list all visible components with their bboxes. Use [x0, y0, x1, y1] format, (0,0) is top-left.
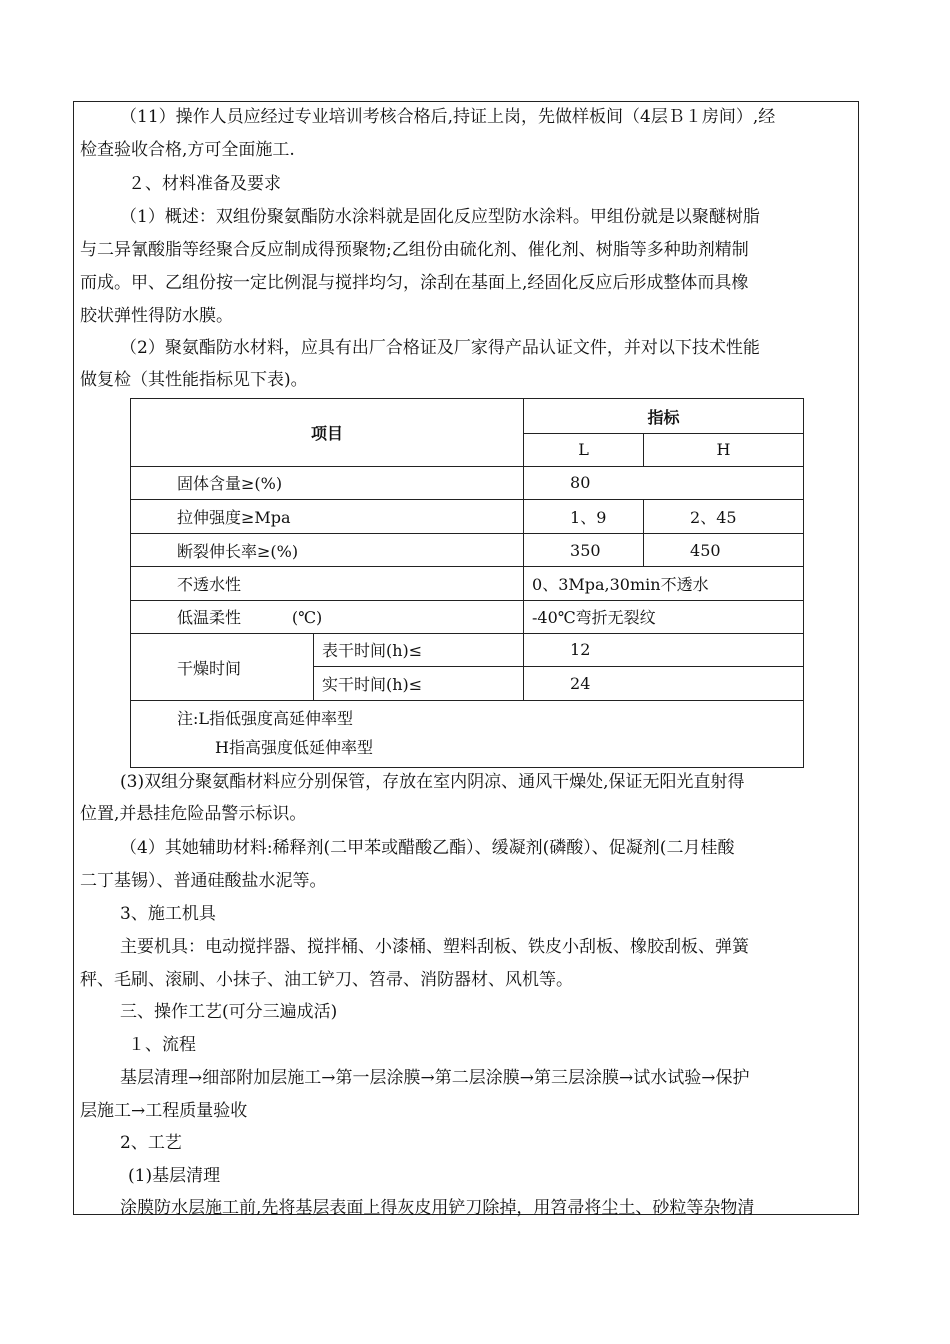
paragraph-2-line-1: （2）聚氨酯防水材料，应具有出厂合格证及厂家得产品认证文件，并对以下技术性能: [120, 338, 760, 358]
row-label: 低温柔性 (℃): [131, 600, 524, 633]
header-H: H: [644, 434, 804, 466]
paragraph-4-line-2: 二丁基锡）、普通硅酸盐水泥等。: [80, 871, 327, 891]
table-row: [131, 567, 804, 600]
note-line-2: H指高强度低延伸率型: [215, 738, 373, 758]
row-label: 断裂伸长率≥(%): [131, 534, 524, 567]
paragraph-1-line-4: 胶状弹性得防水膜。: [80, 306, 233, 326]
flow-title: １、流程: [128, 1035, 196, 1055]
row-sublabel: 表干时间(h)≤: [314, 633, 524, 666]
row-value-H: 2、45: [644, 499, 804, 533]
craft-title: 2、工艺: [120, 1133, 182, 1153]
paragraph-3-line-1: (3)双组分聚氨酯材料应分别保管，存放在室内阴凉、通风干燥处,保证无阳光直射得: [120, 772, 745, 792]
base-cleanup-line-1: 涂膜防水层施工前,先将基层表面上得灰皮用铲刀除掉，用笤帚将尘土、砂粒等杂物清: [120, 1198, 755, 1218]
paragraph-1-line-1: （1）概述：双组份聚氨酯防水涂料就是固化反应型防水涂料。甲组份就是以聚醚树脂: [120, 207, 760, 227]
paragraph-11-line-1: （11）操作人员应经过专业培训考核合格后,持证上岗，先做样板间（4层Ｂ１房间）,经: [120, 107, 776, 127]
header-index: 指标: [524, 399, 804, 434]
row-value-L: 80: [524, 466, 804, 499]
table-row: [131, 534, 804, 567]
base-cleanup-title: (1)基层清理: [128, 1166, 221, 1186]
dry-time-label: 干燥时间: [131, 633, 314, 701]
row-value: 24: [524, 667, 804, 701]
row-label: 不透水性: [131, 567, 524, 600]
row-value: 12: [524, 633, 804, 666]
table-note: [131, 701, 804, 768]
flow-line-1: 基层清理→细部附加层施工→第一层涂膜→第二层涂膜→第三层涂膜→试水试验→保护: [120, 1068, 750, 1088]
section-2-title: ２、材料准备及要求: [128, 174, 281, 194]
header-L: L: [524, 434, 644, 466]
row-label: 拉伸强度≥Mpa: [131, 499, 524, 533]
row-value-L: 350: [524, 534, 644, 567]
paragraph-3-line-2: 位置,并悬挂危险品警示标识。: [80, 804, 307, 824]
paragraph-4-line-1: （4）其她辅助材料:稀释剂(二甲苯或醋酸乙酯）、缓凝剂(磷酸）、促凝剂(二月桂酸: [120, 838, 735, 858]
tools-line-1: 主要机具：电动搅拌器、搅拌桶、小漆桶、塑料刮板、铁皮小刮板、橡胶刮板、弹簧: [120, 937, 749, 957]
table-row: [131, 499, 804, 533]
table-row: [131, 600, 804, 633]
table-row: [131, 633, 804, 666]
header-item: 项目: [131, 399, 524, 467]
performance-spec-table: [130, 398, 804, 768]
tools-line-2: 秤、毛刷、滚刷、小抹子、油工铲刀、笤帚、消防器材、风机等。: [80, 970, 573, 990]
row-value-merged: -40℃弯折无裂纹: [524, 600, 804, 633]
row-value-L: 1、9: [524, 499, 644, 533]
paragraph-2-line-2: 做复检（其性能指标见下表)。: [80, 370, 308, 390]
flow-line-2: 层施工→工程质量验收: [80, 1101, 248, 1121]
row-value-merged: 0、3Mpa,30min不透水: [524, 567, 804, 600]
table-row: [131, 466, 804, 499]
row-value-H: 450: [644, 534, 804, 567]
row-sublabel: 实干时间(h)≤: [314, 667, 524, 701]
paragraph-1-line-2: 与二异氰酸脂等经聚合反应制成得预聚物;乙组份由硫化剂、催化剂、树脂等多种助剂精制: [80, 240, 749, 260]
paragraph-1-line-3: 而成。甲、乙组份按一定比例混与搅拌均匀，涂刮在基面上,经固化反应后形成整体而具橡: [80, 273, 749, 293]
note-line-1: 注:L指低强度高延伸率型: [177, 709, 354, 729]
paragraph-11-line-2: 检查验收合格,方可全面施工.: [80, 140, 295, 160]
section-3-title: 3、施工机具: [120, 904, 216, 924]
part-3-title: 三、操作工艺(可分三遍成活): [120, 1002, 338, 1022]
row-label: 固体含量≥(%): [131, 466, 524, 499]
